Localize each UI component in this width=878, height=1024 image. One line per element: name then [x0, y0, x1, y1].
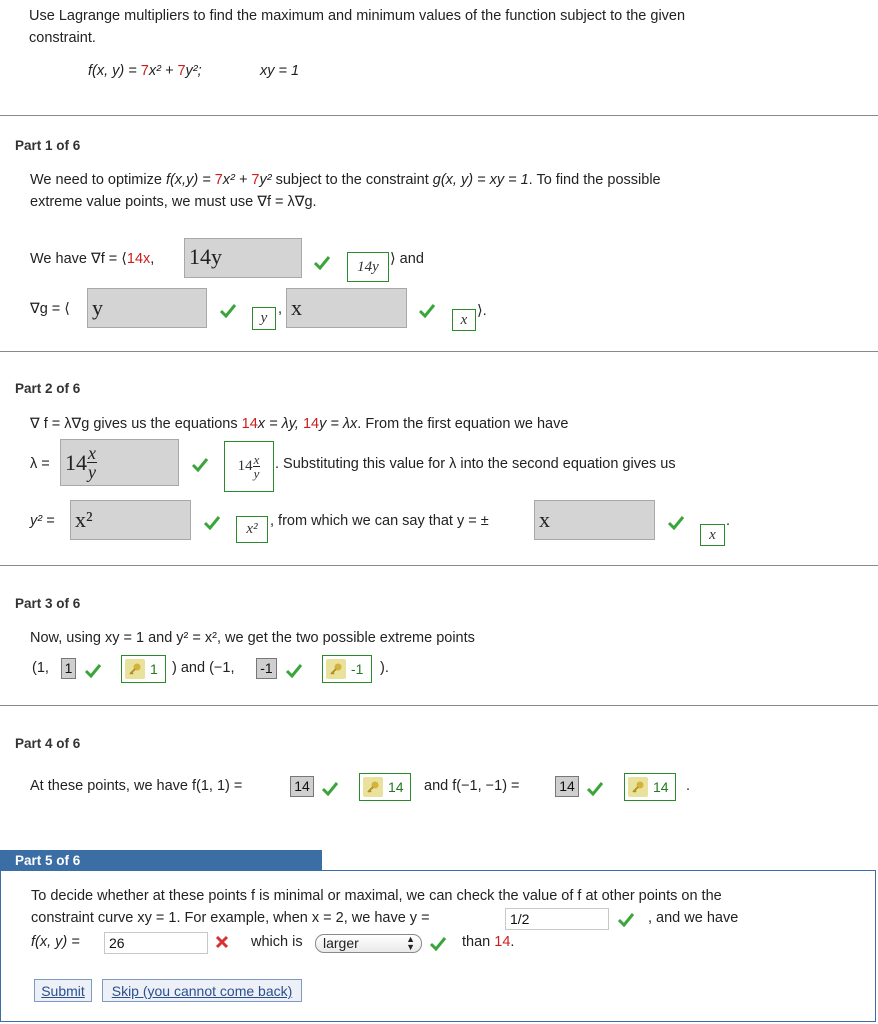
- lambda-suffix: . Substituting this value for λ into the second equation gives us: [275, 456, 676, 472]
- f-1-1-answer-field[interactable]: 14: [555, 776, 579, 797]
- f11-answer-field[interactable]: 14: [290, 776, 314, 797]
- part4-title: Part 4 of 6: [15, 736, 81, 751]
- f-value-input[interactable]: 26: [104, 932, 208, 954]
- grad-g-label: ∇g = ⟨: [30, 301, 70, 317]
- grad-f-label: We have ∇f = ⟨14x,: [30, 251, 155, 267]
- check-icon: [321, 781, 339, 796]
- part3-title: Part 3 of 6: [15, 596, 81, 611]
- part1-text-line1: We need to optimize f(x,y) = 7x² + 7y² subject to the constraint g(x, y) = xy = 1. To find the possible: [30, 172, 661, 188]
- grad-g-correct-answer2: x: [452, 309, 476, 331]
- part5-text-line2: constraint curve xy = 1. For example, when x = 2, we have y =: [31, 910, 430, 926]
- comparison-select[interactable]: larger ▲ ▼: [315, 934, 422, 953]
- key-icon: [326, 659, 346, 679]
- which-is-label: which is: [251, 934, 303, 950]
- check-icon: [191, 457, 209, 472]
- grad-g-comma: ,: [278, 301, 283, 317]
- grad-f-answer-field[interactable]: 14y: [184, 238, 302, 278]
- grad-g-answer1-field[interactable]: y: [87, 288, 207, 328]
- f-1-1-correct-answer: 14: [624, 773, 676, 801]
- f-value-label: f(x, y) =: [31, 934, 80, 950]
- pt1-open: (1,: [32, 660, 49, 676]
- y-end: .: [726, 513, 731, 529]
- y2-label: y² =: [30, 513, 55, 529]
- pt1-correct-answer: 1: [121, 655, 166, 683]
- part4-text2: and f(−1, −1) =: [424, 778, 520, 794]
- divider: [0, 115, 878, 116]
- y2-answer-field[interactable]: x²: [70, 500, 191, 540]
- part2-title: Part 2 of 6: [15, 381, 81, 396]
- grad-f-correct-answer: 14y: [347, 252, 389, 282]
- pt2-correct-answer: -1: [322, 655, 372, 683]
- pt2-answer-field[interactable]: -1: [256, 658, 277, 679]
- check-icon: [667, 515, 685, 530]
- key-icon: [628, 777, 648, 797]
- skip-button[interactable]: Skip (you cannot come back): [102, 979, 302, 1002]
- problem-constraint: xy = 1: [260, 63, 300, 79]
- check-icon: [617, 912, 635, 927]
- part1-text-line2: extreme value points, we must use ∇f = λ∇g.: [30, 194, 317, 210]
- grad-g-correct-answer1: y: [252, 307, 276, 330]
- check-icon: [313, 255, 331, 270]
- problem-text-line1: Use Lagrange multipliers to find the maximum and minimum values of the function subject to the given: [29, 8, 686, 24]
- problem-text-line2: constraint.: [29, 30, 96, 46]
- check-icon: [429, 936, 447, 951]
- problem-function: f(x, y) = 7x² + 7y²;: [88, 63, 202, 79]
- divider: [0, 351, 878, 352]
- part4-end: .: [686, 778, 691, 794]
- y2-suffix: , from which we can say that y = ±: [270, 513, 489, 529]
- check-icon: [418, 303, 436, 318]
- than-label: than 14.: [462, 934, 515, 950]
- part5-line2-end: , and we have: [648, 910, 739, 926]
- check-icon: [203, 515, 221, 530]
- check-icon: [586, 781, 604, 796]
- grad-g-end: ⟩.: [477, 303, 487, 319]
- f11-correct-answer: 14: [359, 773, 411, 801]
- y2-correct-answer: x²: [236, 516, 268, 543]
- y-correct-answer: x: [700, 524, 725, 546]
- divider: [0, 705, 878, 706]
- check-icon: [219, 303, 237, 318]
- part1-title: Part 1 of 6: [15, 138, 81, 153]
- part5-title: Part 5 of 6: [0, 850, 322, 871]
- check-icon: [285, 663, 303, 678]
- key-icon: [125, 659, 145, 679]
- part4-text1: At these points, we have f(1, 1) =: [30, 778, 243, 794]
- divider: [0, 565, 878, 566]
- part3-text-line1: Now, using xy = 1 and y² = x², we get the two possible extreme points: [30, 630, 475, 646]
- y-value-input[interactable]: 1/2: [505, 908, 609, 930]
- y-answer-field[interactable]: x: [534, 500, 655, 540]
- lambda-correct-answer: 14 $\frac{x}{y}$: [224, 441, 274, 492]
- pt1-close: ) and (−1,: [172, 660, 235, 676]
- part5-text-line1: To decide whether at these points f is minimal or maximal, we can check the value of f at other points on the: [31, 888, 722, 904]
- key-icon: [363, 777, 383, 797]
- pt2-close: ).: [380, 660, 389, 676]
- select-arrows-icon: ▲ ▼: [406, 934, 415, 952]
- lambda-label: λ =: [30, 456, 50, 472]
- pt1-answer-field[interactable]: 1: [61, 658, 76, 679]
- lambda-answer-field[interactable]: 14 $\frac{x}{y}$: [60, 439, 179, 486]
- grad-g-answer2-field[interactable]: x: [286, 288, 407, 328]
- part2-text-line1: ∇ f = λ∇g gives us the equations 14x = λy, 14y = λx. From the first equation we have: [30, 416, 569, 432]
- submit-button[interactable]: Submit: [34, 979, 92, 1002]
- grad-f-end: ⟩ and: [390, 251, 424, 267]
- wrong-icon: [214, 934, 230, 950]
- check-icon: [84, 663, 102, 678]
